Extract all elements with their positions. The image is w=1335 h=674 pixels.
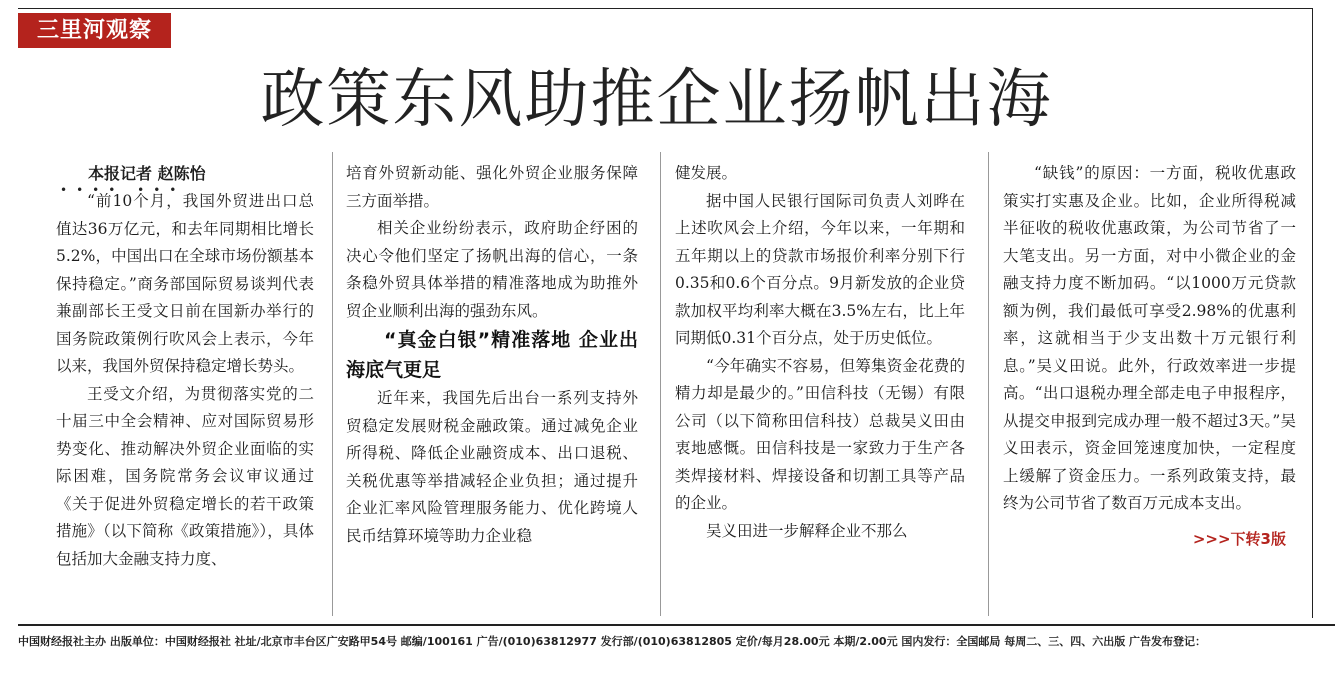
column-divider [660,152,661,616]
column-divider [332,152,333,616]
emphasis-dots: •••• ••• [60,183,186,197]
paragraph: 王受文介绍，为贯彻落实党的二十届三中全会精神、应对国际贸易形势变化、推动解决外贸企业面临的实际困难，国务院常务会议审议通过《关于促进外贸稳定增长的若干政策措施》（以下简称《政策措施》），具体包括加大金融支持力度、 [56,384,314,568]
subheading: “真金白银”精准落地 企业出海底气更足 [346,329,638,381]
paragraph: 相关企业纷纷表示，政府助企纾困的决心令他们坚定了扬帆出海的信心，一条条稳外贸具体举措的精准落地成为助推外贸企业顺利出海的强劲东风。 [346,219,638,320]
continued-link[interactable]: >>>下转3版 [1192,529,1286,548]
column-divider [988,152,989,616]
column-3 [675,160,965,545]
headline: 政策东风助推企业扬帆出海 [260,63,1053,137]
paragraph: 据中国人民银行国际司负责人刘晔在上述吹风会上介绍，今年以来，一年期和五年期以上的贷款市场报价利率分别下行0.35和0.6个百分点。9月新发放的企业贷款加权平均利率大概在3.5%左右，比上年同期低0.31个百分点，处于历史低位。 [675,191,965,347]
column-1 [56,160,314,573]
paragraph: 吴义田进一步解释企业不那么 [706,521,908,540]
paragraph: 近年来，我国先后出台一系列支持外贸稳定发展财税金融政策。通过减免企业所得税、降低企业融资成本、出口退税、关税优惠等举措减轻企业负担；通过提升企业汇率风险管理服务能力、优化跨境人民币结算环境等助力企业稳 [346,389,638,545]
column-4 [1003,160,1296,553]
paragraph: 培育外贸新动能、强化外贸企业服务保障三方面举措。 [346,164,638,210]
column-2 [346,160,638,550]
top-rule [18,8,1313,9]
paragraph: “今年确实不容易，但筹集资金花费的精力却是最少的。”田信科技（无锡）有限公司（以下简称田信科技）总裁吴义田由衷地感慨。田信科技是一家致力于生产各类焊接材料、焊接设备和切割工具等产品的企业。 [675,356,965,512]
paragraph: “前10个月，我国外贸进出口总值达36万亿元，和去年同期相比增长5.2%，中国出口在全球市场份额基本保持稳定。”商务部国际贸易谈判代表兼副部长王受文日前在国新办举行的国务院政策例行吹风会上表示，今年以来，我国外贸保持稳定增长势头。 [56,192,314,375]
section-tag: 三里河观察 [18,13,171,48]
footer-masthead: 中国财经报社主办 出版单位：中国财经报社 社址/北京市丰台区广安路甲54号 邮编/100161 广告/(010)63812977 发行部/(010)63812805 定价/每月28.00元 本期/2.00元 国内发行：全国邮局 每周二、三、四、六出版 广告发布登记： [18,635,1207,648]
byline: 本报记者 赵陈怡 [88,164,206,183]
paragraph: 健发展。 [675,164,738,182]
bottom-rule [18,624,1335,626]
paragraph: “缺钱”的原因：一方面，税收优惠政策实打实惠及企业。比如，企业所得税减半征收的税收优惠政策，为公司节省了一大笔支出。另一方面，对中小微企业的金融支持力度不断加码。“以1000万元贷款额为例，我们最低可享受2.98%的优惠利率，这就相当于少支出数十万元银行利息。”吴义田说。此外，行政效率进一步提高。“出口退税办理全部走电子申报程序，从提交申报到完成办理一般不超过3天。”吴义田表示，资金回笼速度加快，一定程度上缓解了资金压力。一系列政策支持，最终为公司节省了数百万元成本支出。 [1003,164,1296,512]
